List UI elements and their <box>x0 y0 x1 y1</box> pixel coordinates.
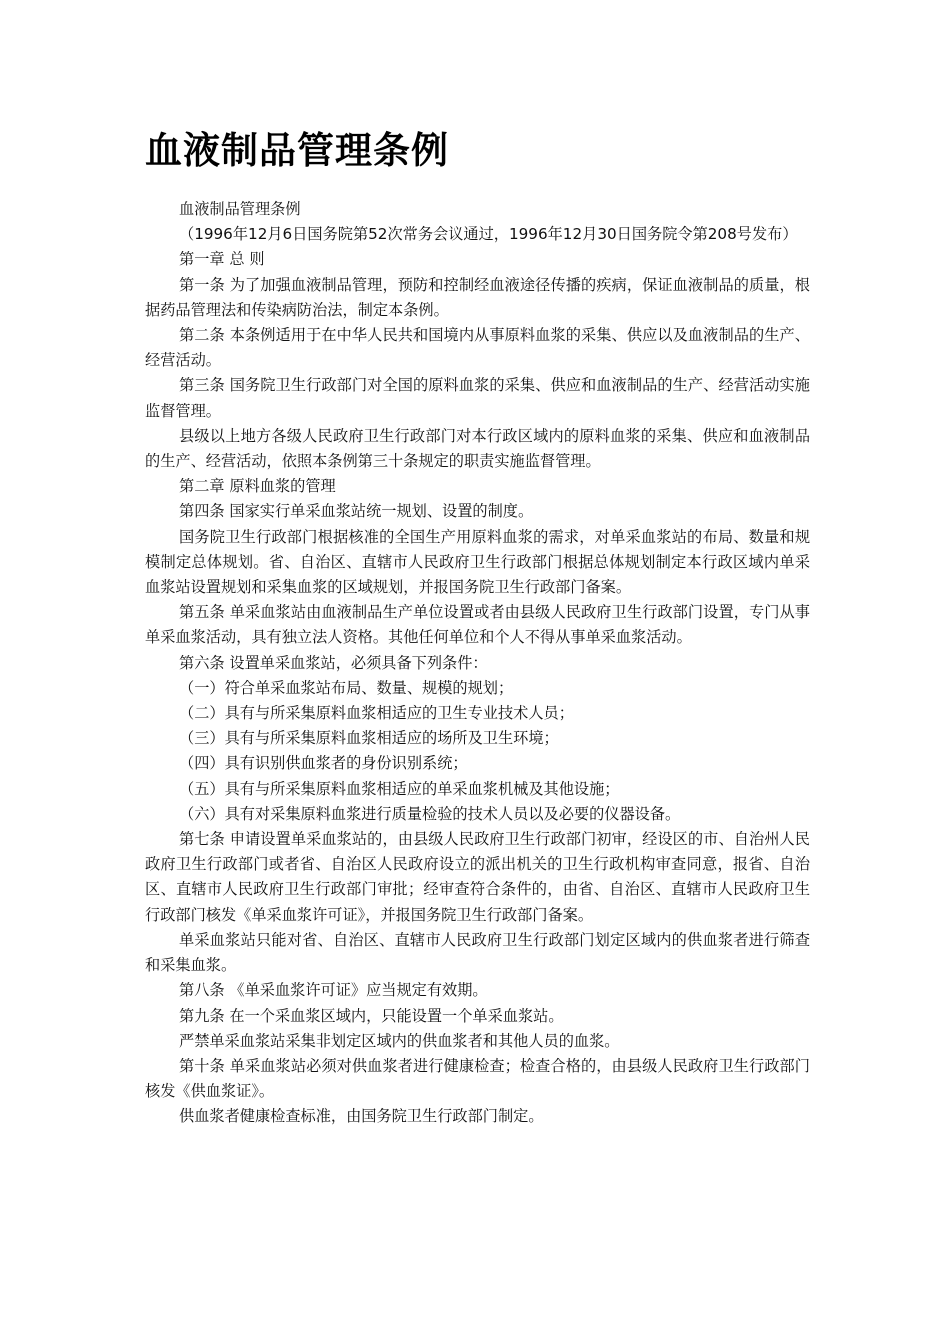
paragraph-enactment-note: （1996年12月6日国务院第52次常务会议通过，1996年12月30日国务院令第208号发布） <box>179 225 798 244</box>
article-10-paragraph-2: 供血浆者健康检查标准，由国务院卫生行政部门制定。 <box>179 1107 544 1126</box>
article-9-paragraph-2: 严禁单采血浆站采集非划定区域内的供血浆者和其他人员的血浆。 <box>179 1031 620 1050</box>
chapter-2-heading: 第二章 原料血浆的管理 <box>179 477 336 496</box>
article-10: 第十条 单采血浆站必须对供血浆者进行健康检查；检查合格的，由县级人民政府卫生行政部门核发《供血浆证》。 <box>145 1056 810 1101</box>
article-2: 第二条 本条例适用于在中华人民共和国境内从事原料血浆的采集、供应以及血液制品的生产、经营活动。 <box>145 326 810 370</box>
article-1: 第一条 为了加强血液制品管理，预防和控制经血液途径传播的疾病，保证血液制品的质量，根据药品管理法和传染病防治法，制定本条例。 <box>145 275 810 319</box>
article-7-paragraph-2: 单采血浆站只能对省、自治区、直辖市人民政府卫生行政部门划定区域内的供血浆者进行筛查和采集血浆。 <box>145 930 810 975</box>
article-4-paragraph-2: 国务院卫生行政部门根据核准的全国生产用原料血浆的需求，对单采血浆站的布局、数量和规模制定总体规划。省、自治区、直辖市人民政府卫生行政部门根据总体规划制定本行政区域内单采血浆站设置规划和采集血浆的区域规划，并报国务院卫生行政部门备案。 <box>145 527 810 597</box>
article-4: 第四条 国家实行单采血浆站统一规划、设置的制度。 <box>179 502 534 521</box>
article-8: 第八条 《单采血浆许可证》应当规定有效期。 <box>179 981 488 1000</box>
article-6-item-1: （一）符合单采血浆站布局、数量、规模的规划； <box>179 678 514 697</box>
chapter-1-heading: 第一章 总 则 <box>179 250 265 269</box>
article-6-item-4: （四）具有识别供血浆者的身份识别系统； <box>179 754 468 773</box>
article-7: 第七条 申请设置单采血浆站的，由县级人民政府卫生行政部门初审，经设区的市、自治州人民政府卫生行政部门或者省、自治区人民政府设立的派出机关的卫生行政机构审查同意，报省、自治区、直辖市人民政府卫生行政部门审批；经审查符合条件的，由省、自治区、直辖市人民政府卫生行政部门核发《单采血浆许可证》，并报国务院卫生行政部门备案。 <box>145 830 810 924</box>
article-6: 第六条 设置单采血浆站，必须具备下列条件： <box>179 653 488 672</box>
article-6-item-5: （五）具有与所采集原料血浆相适应的单采血浆机械及其他设施； <box>179 779 620 798</box>
document-title: 血液制品管理条例 <box>145 128 449 172</box>
paragraph-subtitle: 血液制品管理条例 <box>179 200 301 218</box>
document-body <box>145 197 810 1130</box>
article-9: 第九条 在一个采血浆区域内，只能设置一个单采血浆站。 <box>179 1006 564 1025</box>
article-6-item-6: （六）具有对采集原料血浆进行质量检验的技术人员以及必要的仪器设备。 <box>179 804 681 823</box>
article-6-item-3: （三）具有与所采集原料血浆相适应的场所及卫生环境； <box>179 729 559 748</box>
article-6-item-2: （二）具有与所采集原料血浆相适应的卫生专业技术人员； <box>179 704 574 723</box>
article-3-paragraph-2: 县级以上地方各级人民政府卫生行政部门对本行政区域内的原料血浆的采集、供应和血液制品的生产、经营活动，依照本条例第三十条规定的职责实施监督管理。 <box>145 426 810 471</box>
article-5: 第五条 单采血浆站由血液制品生产单位设置或者由县级人民政府卫生行政部门设置，专门从事单采血浆活动，具有独立法人资格。其他任何单位和个人不得从事单采血浆活动。 <box>145 603 810 647</box>
article-3: 第三条 国务院卫生行政部门对全国的原料血浆的采集、供应和血液制品的生产、经营活动实施监督管理。 <box>145 376 810 420</box>
